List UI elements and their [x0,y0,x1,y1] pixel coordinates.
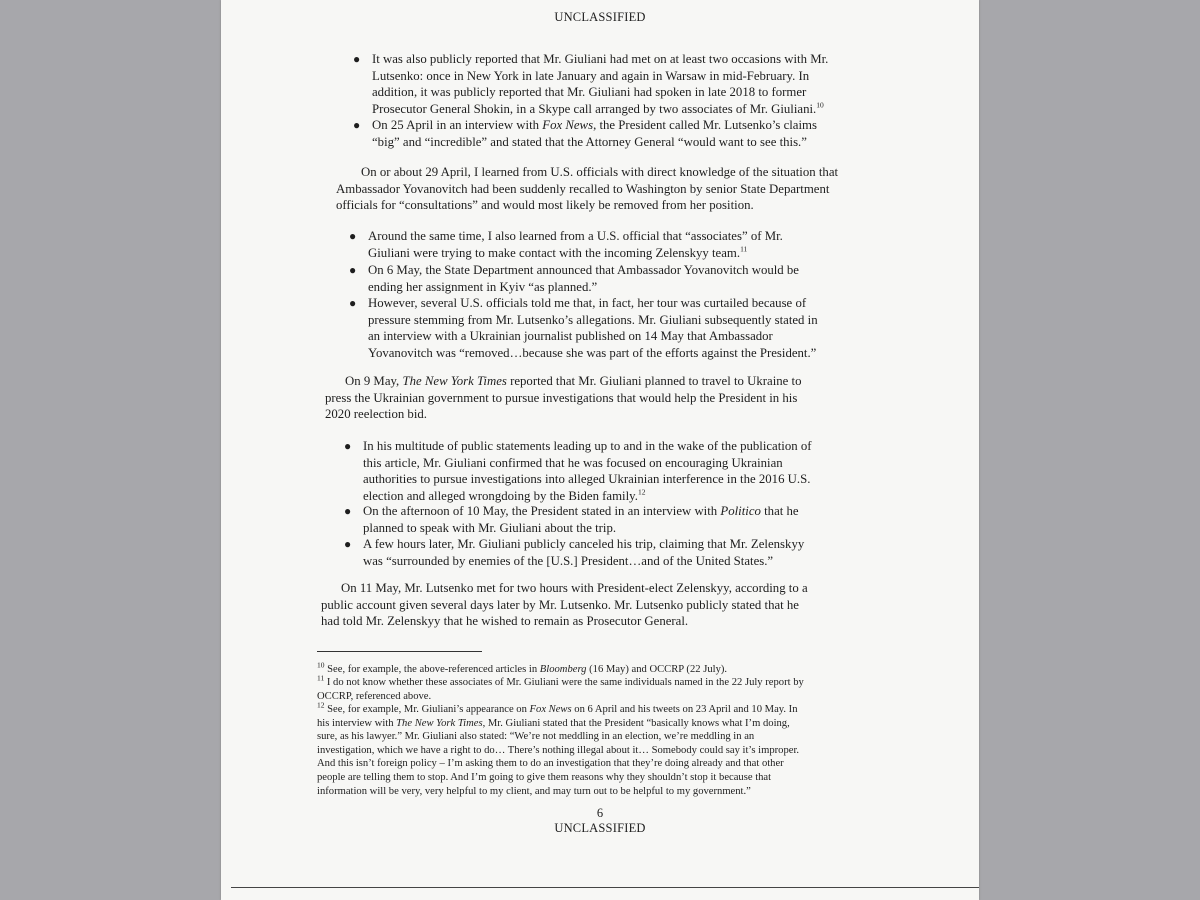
text-line: On 25 April in an interview with Fox News, the President called Mr. Lutsenko’s claims [372,118,817,132]
bullet-item [344,438,812,504]
text-line: election and alleged wrongdoing by the Biden family.$^{12}$ [363,487,646,503]
text-line: investigation, which we have a right to do… There’s nothing illegal about it… Somebody could say it’s improper. [317,744,800,756]
text-line: OCCRP, referenced above. [317,690,432,702]
text-line: $^{11}$ I do not know whether these associates of Mr. Giuliani were the same individuals named in the 22 July report by [317,673,804,688]
text-line: officials for “consultations” and would most likely be removed from her position. [336,198,754,212]
bullet-item [353,117,817,150]
text-line: people are telling them to stop. And I’m going to give them reasons why they shouldn’t stop it because that [317,771,772,783]
text-line: had told Mr. Zelenskyy that he wished to remain as Prosecutor General. [321,614,689,628]
text-line: Giuliani were trying to make contact with the incoming Zelenskyy team.$^{11}$ [368,244,748,260]
text-line: However, several U.S. officials told me that, in fact, her tour was curtailed because of [368,296,807,310]
page-number: 6 [596,806,604,820]
text-line: A few hours later, Mr. Giuliani publicly canceled his trip, claiming that Mr. Zelenskyy [363,537,805,551]
bullet-icon: ● [344,537,352,551]
text-line: this article, Mr. Giuliani confirmed that he was focused on encouraging Ukrainian [363,455,783,470]
text-line: On 6 May, the State Department announced that Ambassador Yovanovitch would be [368,263,799,277]
bullet-icon: ● [353,118,361,132]
text-line: authorities to pursue investigations into alleged Ukrainian interference in the 2016 U.S. [363,472,811,486]
text-line: information will be very, very helpful to my client, and may turn out to be helpful to my government.” [317,785,751,797]
document-page [221,0,979,900]
text-line: On 11 May, Mr. Lutsenko met for two hours with President-elect Zelenskyy, according to a [341,581,808,595]
bullet-icon: ● [349,296,357,310]
text-line: 2020 reelection bid. [325,407,427,421]
footnote-12 [317,700,800,798]
text-line: his interview with The New York Times, Mr. Giuliani stated that the President “basically knows what I’m doing, [317,717,790,729]
paragraph [336,164,838,214]
footnote-10 [317,660,728,677]
bullet-icon: ● [349,229,357,243]
text-line: $^{12}$ See, for example, Mr. Giuliani’s appearance on Fox News on 6 April and his tweets on 23 April and 10 May. In [317,700,798,715]
text-line: Prosecutor General Shokin, in a Skype call arranged by two associates of Mr. Giuliani.$^{10}$ [372,100,824,116]
bullet-icon: ● [349,263,357,277]
text-line: Yovanovitch was “removed…because she was part of the efforts against the President.” [368,345,817,360]
bullet-icon: ● [353,52,361,66]
bullet-item [349,295,818,361]
page-edge-line [231,887,979,888]
text-line: public account given several days later by Mr. Lutsenko. Mr. Lutsenko publicly stated that he [321,597,799,612]
text-line: sure, as his lawyer.” Mr. Giuliani also stated: “We’re not meddling in an election, we’re meddling in an [317,731,755,743]
bullet-item [349,228,783,261]
paragraph [325,373,802,423]
text-line: planned to speak with Mr. Giuliani about the trip. [363,520,617,535]
bullet-item [349,262,799,295]
text-line: $^{10}$ See, for example, the above-referenced articles in Bloomberg (16 May) and OCCRP (22 July). [317,660,728,675]
classification-footer: UNCLASSIFIED [554,821,646,835]
text-line: Lutsenko: once in New York in late January and again in Warsaw in mid-February. In [372,68,810,83]
text-line: pressure stemming from Mr. Lutsenko’s allegations. Mr. Giuliani subsequently stated in [368,312,818,327]
classification-header: UNCLASSIFIED [554,10,646,24]
text-line: addition, it was publicly reported that Mr. Giuliani had spoken in late 2018 to former [372,85,807,99]
text-line: ending her assignment in Kyiv “as planned.” [368,279,598,294]
bullet-item [353,51,829,117]
bullet-item [344,536,805,569]
bullet-icon: ● [344,504,352,518]
footnote-ref: 12 [637,487,646,497]
bullet-item [344,503,799,536]
text-line: On the afternoon of 10 May, the President stated in an interview with Politico that he [363,504,799,518]
text-line: And this isn’t foreign policy – I’m asking them to do an investigation that they’re doing already and that other [317,758,784,770]
text-line: Ambassador Yovanovitch had been suddenly recalled to Washington by senior State Department [336,181,830,196]
bullet-icon: ● [344,439,352,453]
footnote-ref: 10 [816,100,824,110]
paragraph [321,580,808,630]
footnote-ref: 11 [740,244,748,254]
text-line: It was also publicly reported that Mr. Giuliani had met on at least two occasions with Mr. [372,52,829,66]
text-line: press the Ukrainian government to pursue investigations that would help the President in his [325,390,798,405]
footnote-divider [317,651,482,652]
text-line: In his multitude of public statements leading up to and in the wake of the publication of [363,439,812,453]
text-line: Around the same time, I also learned from a U.S. official that “associates” of Mr. [368,229,783,243]
footnote-11 [317,673,804,703]
text-line: an interview with a Ukrainian journalist published on 14 May that Ambassador [368,329,773,343]
text-line: On 9 May, The New York Times reported that Mr. Giuliani planned to travel to Ukraine to [345,374,802,388]
text-line: “big” and “incredible” and stated that the Attorney General “would want to see this.” [372,134,807,149]
text-line: On or about 29 April, I learned from U.S. officials with direct knowledge of the situation that [361,165,839,179]
text-line: was “surrounded by enemies of the [U.S.] President…and of the United States.” [363,553,774,568]
